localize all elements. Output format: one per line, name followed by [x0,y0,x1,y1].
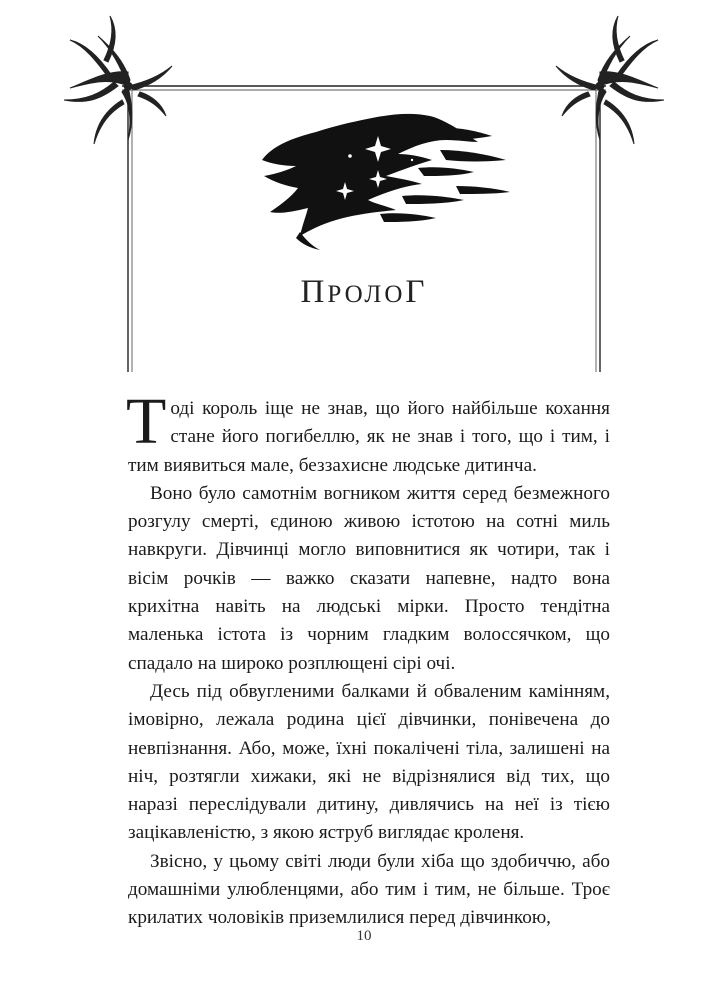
chapter-title-first-letter: П [300,274,328,310]
paragraph-4: Звісно, у цьому світі люди були хіба що здобиччю, або домашніми улюбленцями, або тим і тим, не більше. Троє крилатих чоловіків приземлилися перед дівчинкою, [128,850,610,929]
paragraph-2: Воно було самотнім вогником життя серед безмежного розгулу смерті, єдиною живою істотою на сотні миль навкруги. Дівчинці могло виповнитися як чотири, так і вісім рочків — важко сказати напевне, надто вона крихітна навіть на людські мірки. Просто тендітна маленька істота із чорним гладким волоссячком, що спадало на широко розплющені сірі очі. [128,482,610,674]
page-number: 10 [356,928,372,944]
paragraph-1 [126,385,610,480]
paragraph-1-text: оді король іще не знав, що його найбільше кохання стане його погибеллю, як не знав і того, що і тим, і тим виявиться мале, беззахисне людське дитинча. [128,398,610,476]
chapter-title-last-letter: Г [405,274,428,310]
chapter-title-middle: РОЛО [327,281,406,308]
ink-brush-illustration [0,0,728,260]
paragraph-3: Десь під обвугленими балками й обваленим камінням, імовірно, лежала родина цієї дівчинки, понівечена до невпізнання. Або, може, їхні покалічені тіла, залишені на ніч, розтягли хижаки, які не відрізнялися від тих, що наразі переслідували дитину, дивлячись на неї із тією зацікавленістю, з якою яструб виглядає кроленя. [128,680,610,844]
chapter-title [0,274,728,311]
body-text [126,385,610,933]
drop-cap: Т [126,385,167,458]
